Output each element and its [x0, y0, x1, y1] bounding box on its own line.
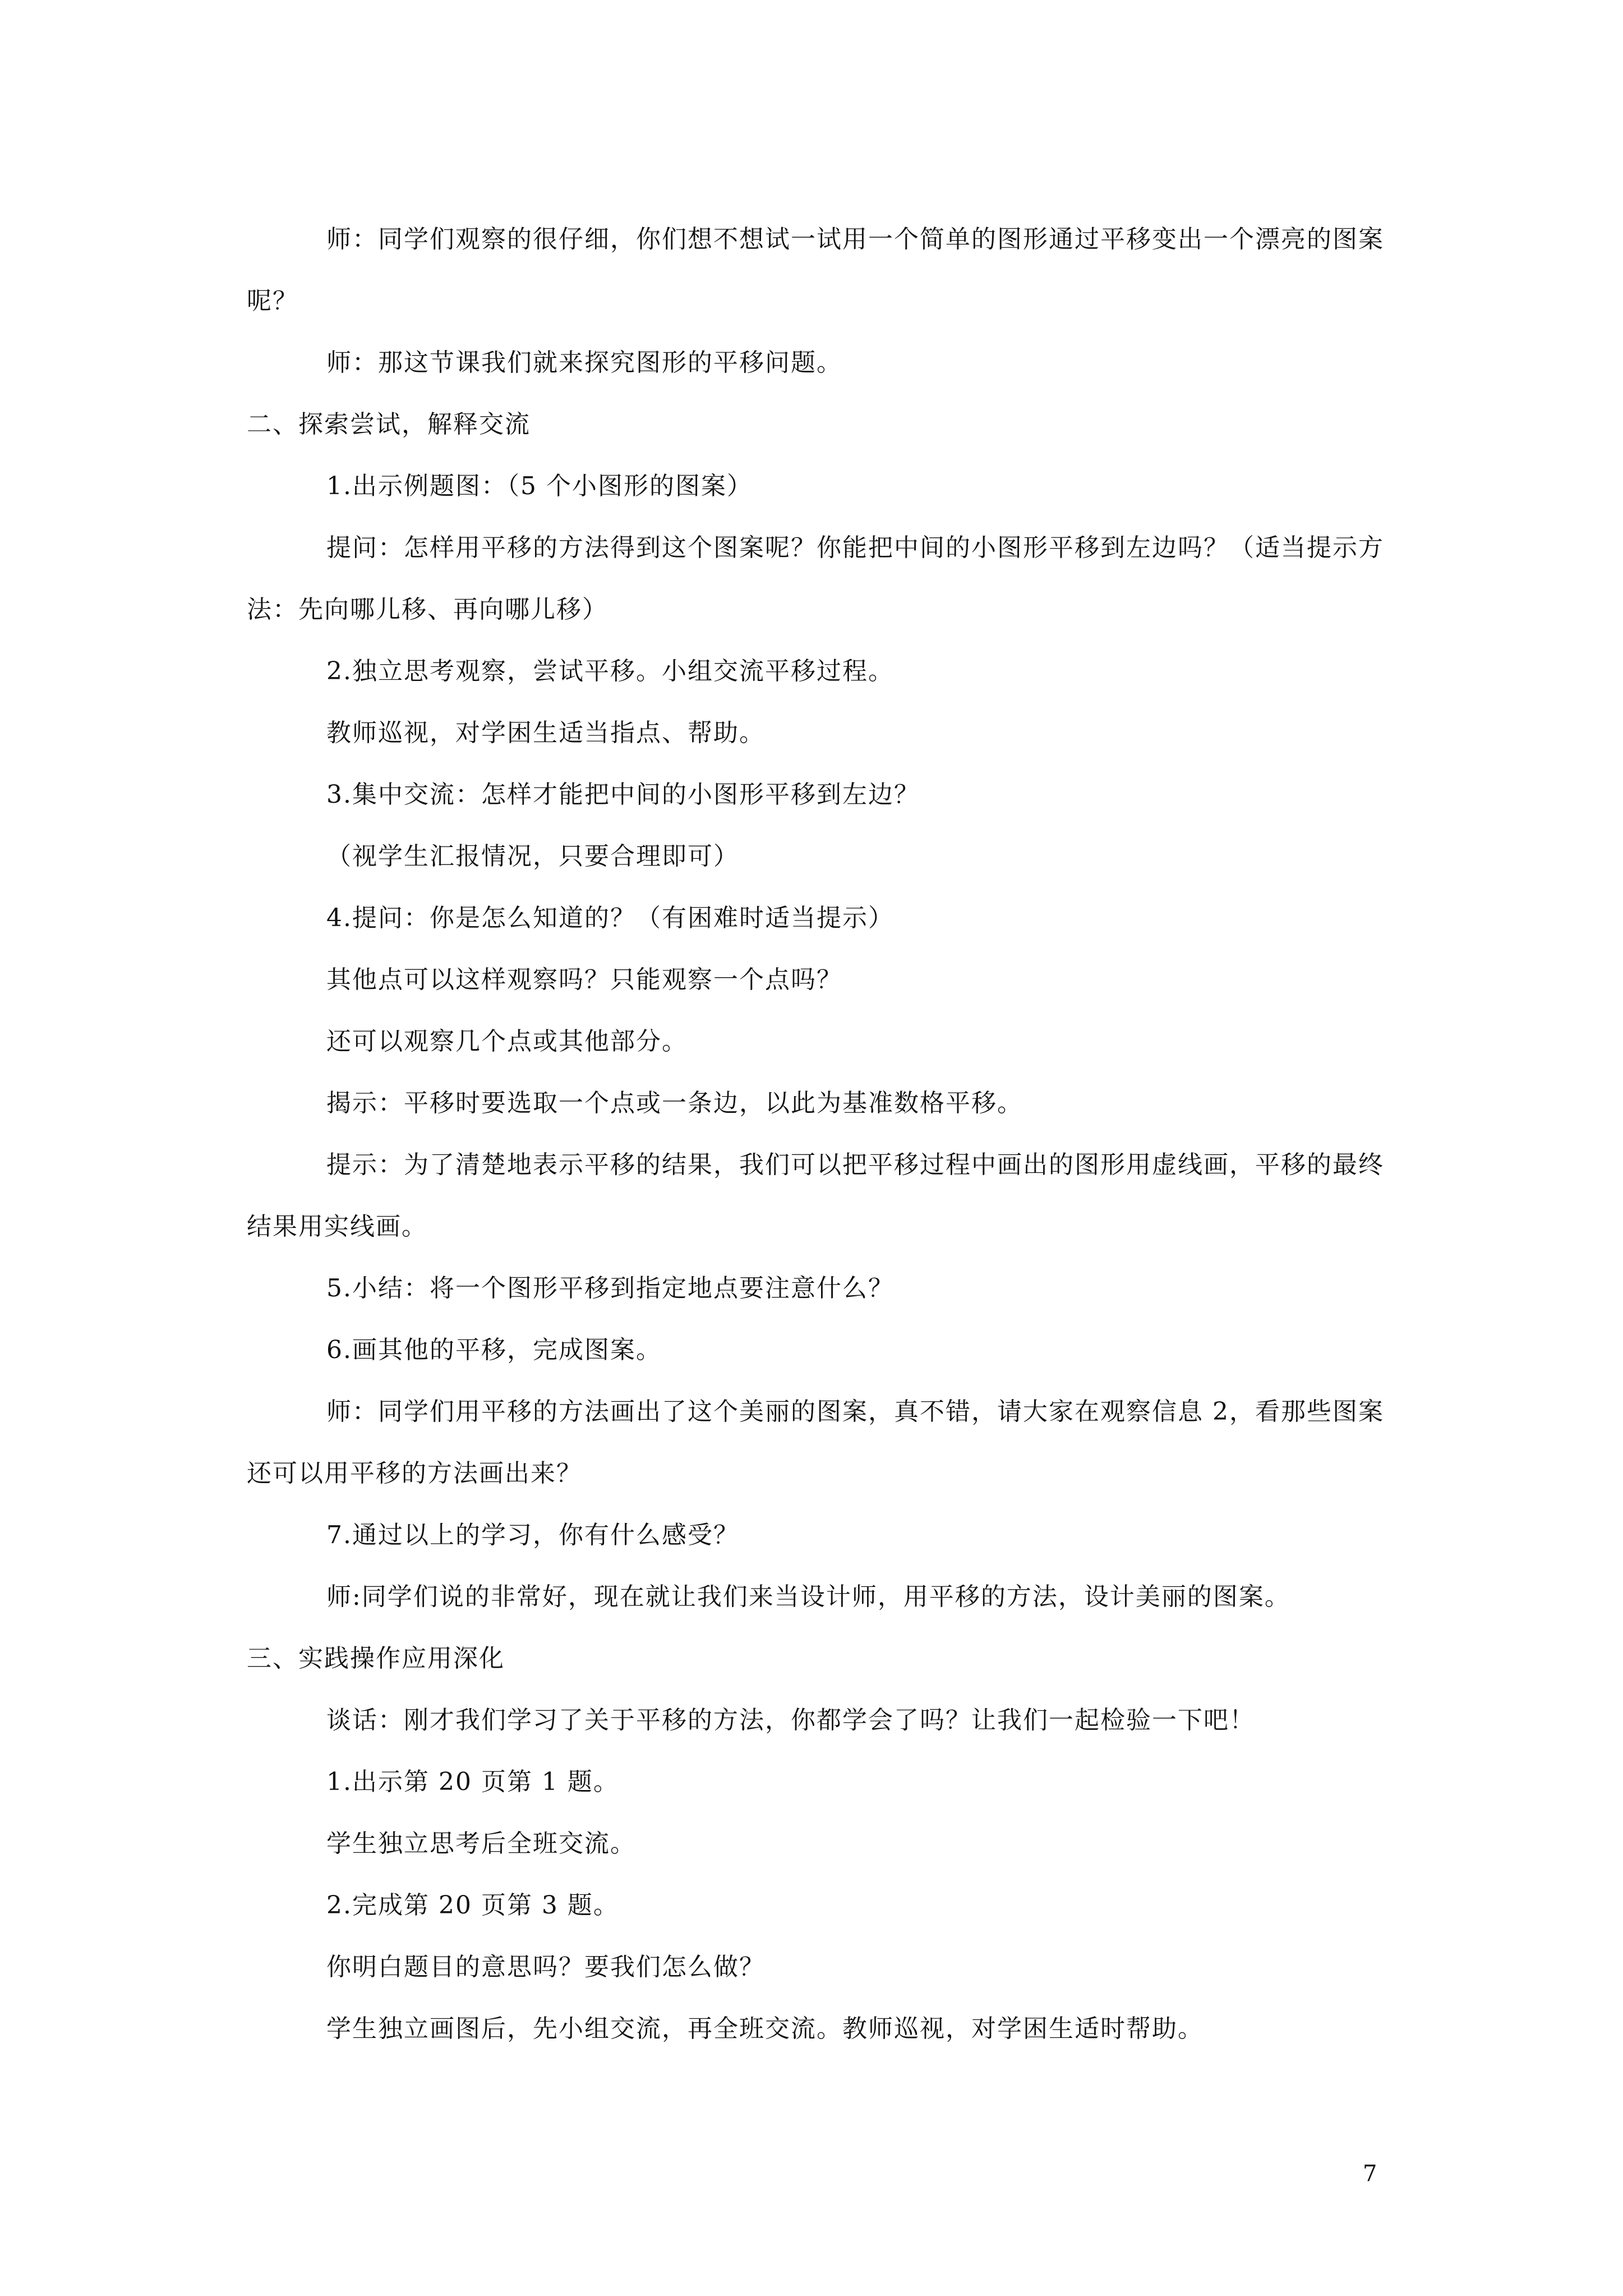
paragraph: 谈话：刚才我们学习了关于平移的方法，你都学会了吗？让我们一起检验一下吧！: [326, 1706, 1255, 1734]
paragraph: 3.集中交流：怎样才能把中间的小图形平移到左边？: [326, 780, 920, 809]
paragraph: 1.出示例题图：（5 个小图形的图案）: [326, 472, 753, 500]
page-number: 7: [1363, 2161, 1377, 2187]
paragraph: 6.画其他的平移，完成图案。: [326, 1336, 662, 1364]
paragraph: 你明白题目的意思吗？要我们怎么做？: [326, 1953, 765, 1981]
paragraph: 师:同学们说的非常好，现在就让我们来当设计师，用平移的方法，设计美丽的图案。: [326, 1582, 1290, 1611]
paragraph: 4.提问：你是怎么知道的？（有困难时适当提示）: [326, 904, 894, 932]
paragraph: 学生独立思考后全班交流。: [326, 1829, 636, 1858]
paragraph: 教师巡视，对学困生适当指点、帮助。: [326, 719, 765, 747]
document-body: [247, 209, 1385, 2060]
paragraph: 其他点可以这样观察吗？只能观察一个点吗？: [326, 965, 842, 994]
paragraph: 师：那这节课我们就来探究图形的平移问题。: [326, 348, 842, 377]
paragraph: 学生独立画图后，先小组交流，再全班交流。教师巡视，对学困生适时帮助。: [326, 2014, 1204, 2043]
paragraph: 揭示：平移时要选取一个点或一条边，以此为基准数格平移。: [326, 1089, 1023, 1117]
paragraph: 2.独立思考观察，尝试平移。小组交流平移过程。: [326, 657, 894, 685]
paragraph: 7.通过以上的学习，你有什么感受？: [326, 1521, 739, 1549]
paragraph: 还可以观察几个点或其他部分。: [326, 1027, 688, 1056]
section-heading: 二、探索尝试，解释交流: [247, 410, 531, 439]
paragraph: 师：同学们用平移的方法画出了这个美丽的图案，真不错，请大家在观察信息 2，看那些图案还可以用平移的方法画出来？: [247, 1397, 1384, 1488]
paragraph: （视学生汇报情况，只要合理即可）: [326, 842, 739, 871]
paragraph: 师：同学们观察的很仔细，你们想不想试一试用一个简单的图形通过平移变出一个漂亮的图案呢？: [247, 225, 1384, 315]
paragraph: 1.出示第 20 页第 1 题。: [326, 1768, 619, 1796]
section-heading: 三、实践操作应用深化: [247, 1644, 505, 1673]
paragraph: 2.完成第 20 页第 3 题。: [326, 1891, 619, 1920]
paragraph: 5.小结：将一个图形平移到指定地点要注意什么？: [326, 1274, 894, 1303]
paragraph: 提问：怎样用平移的方法得到这个图案呢？你能把中间的小图形平移到左边吗？（适当提示方法：先向哪儿移、再向哪儿移）: [247, 533, 1384, 624]
paragraph: 提示：为了清楚地表示平移的结果，我们可以把平移过程中画出的图形用虚线画，平移的最终结果用实线画。: [247, 1151, 1384, 1241]
